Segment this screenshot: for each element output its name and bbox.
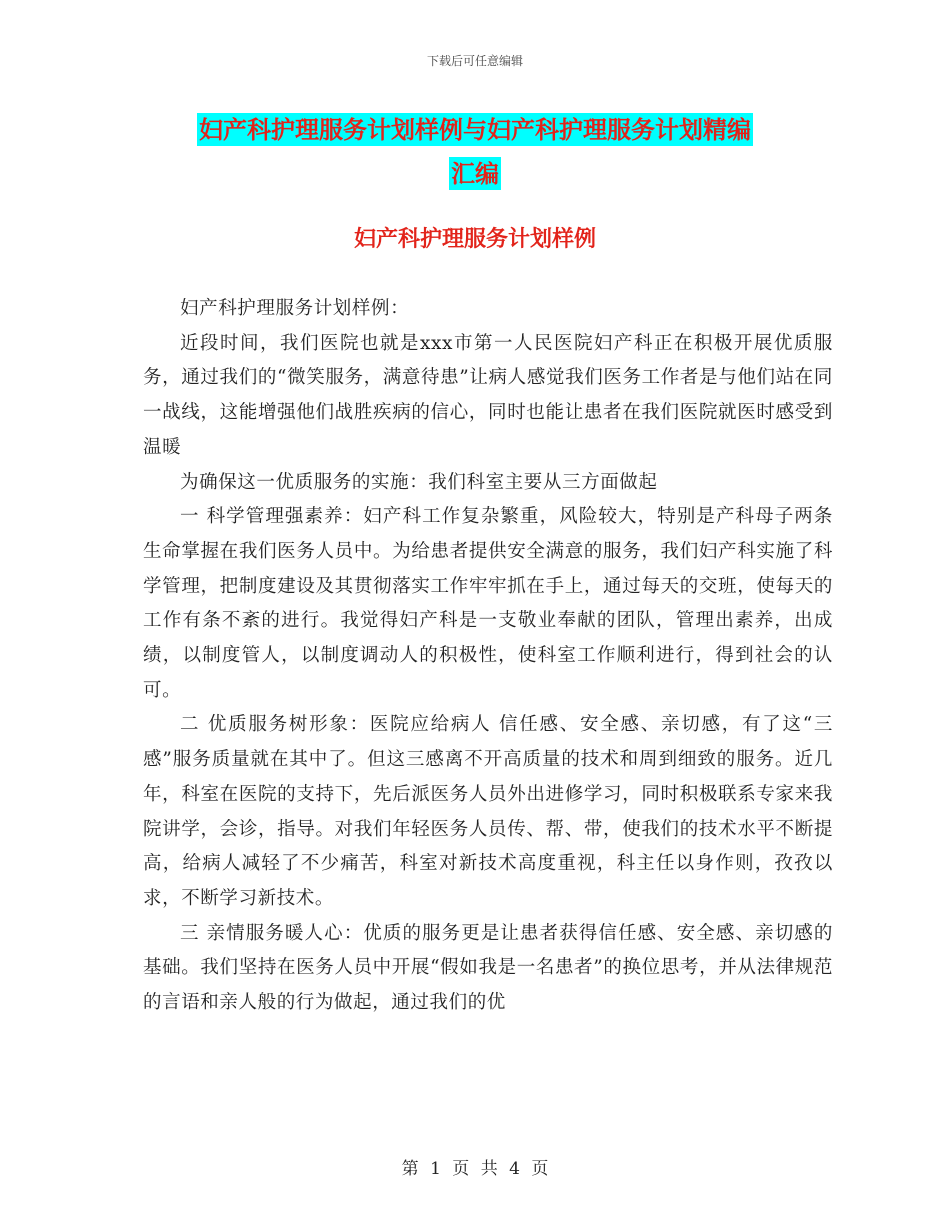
paragraph: 一 科学管理强素养：妇产科工作复杂繁重，风险较大，特别是产科母子两条生命掌握在我们医务人员中。为给患者提供安全满意的服务，我们妇产科实施了科学管理，把制度建设及其贯彻落实工作牢牢抓在手上，通过每天的交班，使每天的工作有条不紊的进行。我觉得妇产科是一支敬业奉献的团队，管理出素养，出成绩，以制度管人，以制度调动人的积极性，使科室工作顺利进行，得到社会的认可。 [143,506,833,701]
document-title-line1 [0,114,950,146]
paragraph: 三 亲情服务暖人心：优质的服务更是让患者获得信任感、安全感、亲切感的基础。我们坚持在医务人员中开展“假如我是一名患者”的换位思考，并从法律规范的言语和亲人般的行为做起，通过我们的优 [143,922,833,1014]
document-body [143,292,833,1021]
paragraph: 妇产科护理服务计划样例： [180,298,410,319]
section-subtitle: 妇产科护理服务计划样例 [353,226,596,252]
document-title-line2 [0,158,950,190]
page-number: 第 1 页 共 4 页 [401,1159,549,1179]
header-note: 下载后可任意编辑 [426,54,523,68]
paragraph: 为确保这一优质服务的实施：我们科室主要从三方面做起 [180,471,658,493]
paragraph: 二 优质服务树形象：医院应给病人 信任感、安全感、亲切感，有了这“三感”服务质量就在其中了。但这三感离不开高质量的技术和周到细致的服务。近几年，科室在医院的支持下，先后派医务人员外出进修学习，同时积极联系专家来我院讲学，会诊，指导。对我们年轻医务人员传、帮、带，使我们的技术水平不断提高，给病人减轻了不少痛苦，科室对新技术高度重视，科主任以身作则，孜孜以求，不断学习新技术。 [143,714,833,909]
title-highlight-1: 妇产科护理服务计划样例与妇产科护理服务计划精编 [199,115,751,144]
title-highlight-2: 汇编 [451,159,499,188]
paragraph: 近段时间，我们医院也就是xxx市第一人民医院妇产科正在积极开展优质服务，通过我们的“微笑服务，满意待患”让病人感觉我们医务工作者是与他们站在同一战线，这能增强他们战胜疾病的信心，同时也能让患者在我们医院就医时感受到温暖 [143,332,833,458]
